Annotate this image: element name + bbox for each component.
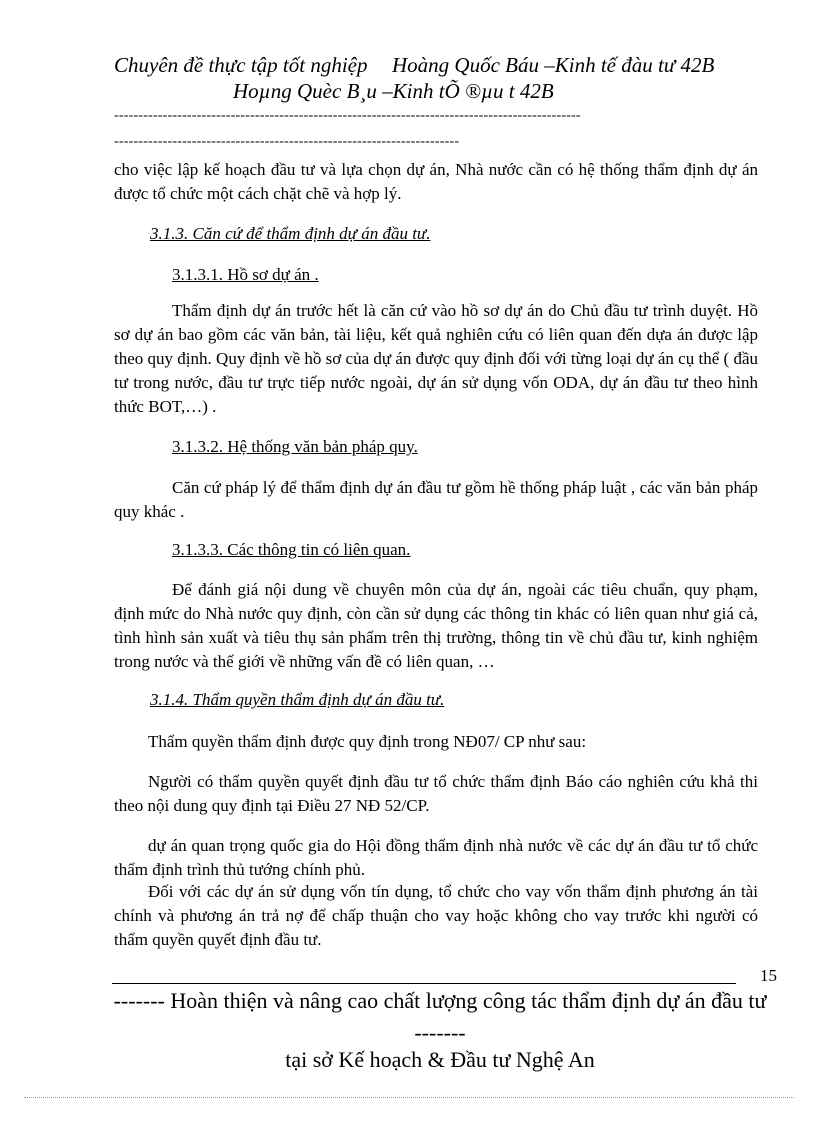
subsection-heading-3-1-3-3: 3.1.3.3. Các thông tin có liên quan. <box>172 540 411 559</box>
header-left-title: Chuyên đề thực tập tốt nghiệp <box>114 53 368 77</box>
page-bottom-dotted-border <box>24 1097 794 1098</box>
section-heading-3-1-4: 3.1.4. Thẩm quyền thẩm định dự án đầu tư. <box>150 690 445 709</box>
paragraph-3-1-3-1: Thẩm định dự án trước hết là căn cứ vào hồ sơ dự án do Chủ đầu tư trình duyệt. Hồ sơ dự án bao gồm các văn bản, tài liệu, kết quả nghiên cứu có liên quan đến dựa án được lập theo quy định. Quy định về hồ sơ của dự án được quy định đối với từng loại dự án cụ thể ( đầu tư trong nước, đầu tư trực tiếp nước ngoài, dự án sử dụng vốn ODA, dự án đầu tư theo hình thức BOT,…) . <box>114 301 758 416</box>
paragraph-3-1-4-intro: Thẩm quyền thẩm định được quy định trong NĐ07/ CP như sau: <box>148 732 587 751</box>
intro-paragraph: cho việc lập kế hoạch đầu tư và lựa chọn dự án, Nhà nước cần có hệ thống thẩm định dự án được tổ chức một cách chặt chẽ và hợp lý. <box>114 160 758 203</box>
paragraph-3-1-4-d: Đối với các dự án sử dụng vốn tín dụng, tổ chức cho vay vốn thẩm định phương án tài chính và phương án trả nợ để chấp thuận cho vay hoặc không cho vay trước khi người có thẩm quyền quyết định đầu tư. <box>114 882 758 949</box>
paragraph-3-1-3-2: Căn cứ pháp lý để thẩm định dự án đầu tư gồm hề thống pháp luật , các văn bản pháp quy khác . <box>114 478 758 521</box>
page-number: 15 <box>760 966 777 985</box>
section-heading-3-1-3: 3.1.3. Căn cứ để thẩm định dự án đầu tư. <box>150 224 431 243</box>
header-dash-line-1: ------------------------------------------------------------------------------------------------ <box>114 108 581 123</box>
paragraph-3-1-4-b: Người có thẩm quyền quyết định đầu tư tổ chức thẩm định Báo cáo nghiên cứu khả thi theo nội dung quy định tại Điều 27 NĐ 52/CP. <box>114 772 758 815</box>
footer-subtitle: tại sở Kế hoạch & Đầu tư Nghệ An <box>285 1047 595 1072</box>
footer-title: ------- Hoàn thiện và nâng cao chất lượng công tác thẩm định dự án đầu tư ------- <box>113 988 767 1045</box>
paragraph-3-1-4-c: dự án quan trọng quốc gia do Hội đồng thẩm định nhà nước về các dự án đầu tư tổ chức thẩm định trình thủ tướng chính phủ. <box>114 836 758 879</box>
header-dash-line-2: ----------------------------------------------------------------------- <box>114 134 460 149</box>
header-right-title: Hoàng Quốc Báu –Kinh tế đàu tư 42B <box>392 53 715 77</box>
header-legacy-encoding-line: Hoµng Quèc B¸u –Kinh tÕ ®µu t 42B <box>233 79 554 103</box>
subsection-heading-3-1-3-1: 3.1.3.1. Hồ sơ dự án . <box>172 265 319 284</box>
footer-divider <box>112 983 736 984</box>
subsection-heading-3-1-3-2: 3.1.3.2. Hệ thống văn bản pháp quy. <box>172 437 418 456</box>
paragraph-3-1-3-3: Để đánh giá nội dung về chuyên môn của dự án, ngoài các tiêu chuẩn, quy phạm, định mức do Nhà nước quy định, còn cần sử dụng các thông tin khác có liên quan như giá cả, tình hình sản xuất và tiêu thụ sản phẩm trên thị trường, thông tin về chủ đầu tư, kinh nghiệm trong nước và thế giới về những vấn đề có liên quan, … <box>114 580 758 671</box>
